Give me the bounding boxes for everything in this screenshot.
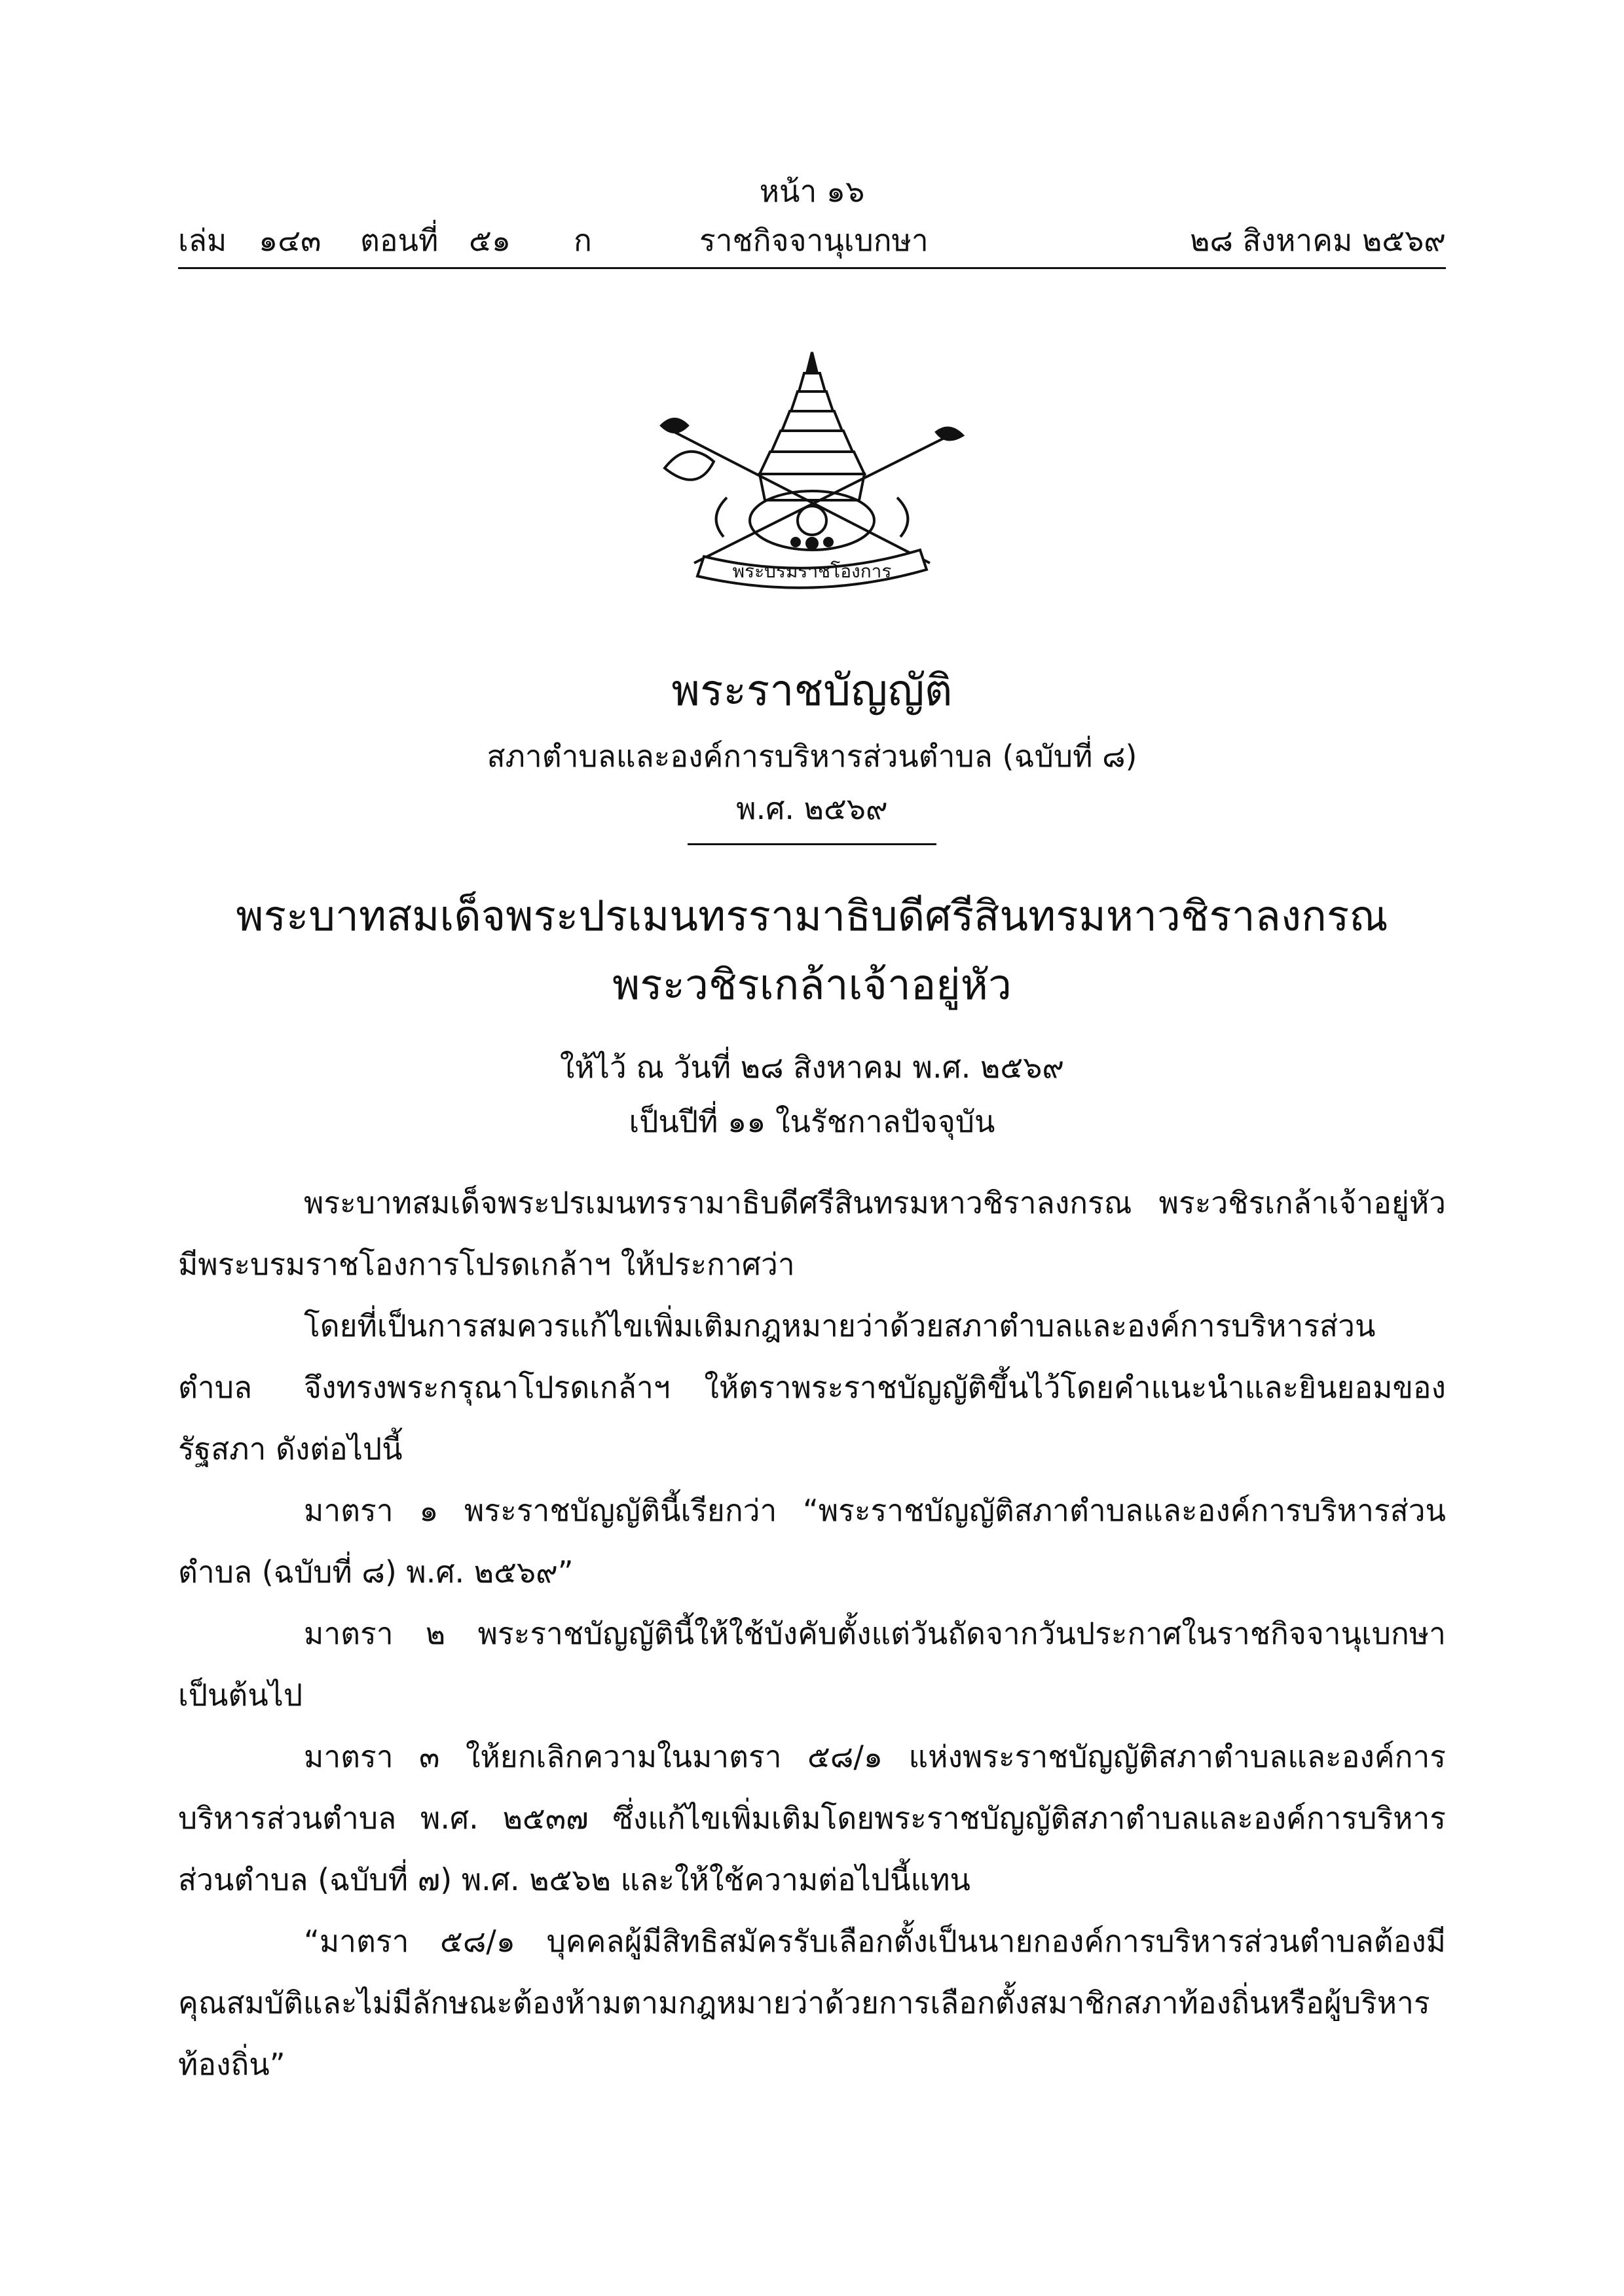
volume-label: เล่ม: [178, 223, 227, 258]
issue-label: ตอนที่: [360, 223, 439, 258]
king-name-line2: พระวชิรเกล้าเจ้าอยู่หัว: [612, 961, 1012, 1010]
page-number: หน้า ๑๖: [759, 173, 865, 209]
section-2-paragraph: มาตรา ๒ พระราชบัญญัตินี้ให้ใช้บังคับตั้งแต่วันถัดจากวันประกาศในราชกิจจานุเบกษาเป็นต้นไป: [178, 1616, 1446, 1713]
volume-number: ๑๔๓: [259, 223, 322, 258]
title-rule: [688, 843, 936, 845]
act-title: พระราชบัญญัติ: [671, 665, 953, 716]
section-1-paragraph: มาตรา ๑ พระราชบัญญัตินี้เรียกว่า “พระราชบัญญัติสภาตำบลและองค์การบริหารส่วนตำบล (ฉบับที่ ๘) พ.ศ. ๒๕๖๙”: [178, 1493, 1446, 1590]
section-58-1-paragraph: “มาตรา ๕๘/๑ บุคคลผู้มีสิทธิสมัครรับเลือกตั้งเป็นนายกองค์การบริหารส่วนตำบลต้องมีคุณสมบัติและไม่มีลักษณะต้องห้ามตามกฎหมายว่าด้วยการเลือกตั้งสมาชิกสภาท้องถิ่นหรือผู้บริหารท้องถิ่น”: [178, 1923, 1446, 2082]
gazette-name: ราชกิจจานุเบกษา: [699, 223, 929, 258]
given-date: ให้ไว้ ณ วันที่ ๒๘ สิงหาคม พ.ศ. ๒๕๖๙: [559, 1049, 1065, 1085]
reason-paragraph: โดยที่เป็นการสมควรแก้ไขเพิ่มเติมกฎหมายว่าด้วยสภาตำบลและองค์การบริหารส่วนตำบล: [178, 1308, 1376, 1405]
reign-year: เป็นปีที่ ๑๑ ในรัชกาลปัจจุบัน: [629, 1104, 995, 1139]
enactment-paragraph: จึงทรงพระกรุณาโปรดเกล้าฯ ให้ตราพระราชบัญญัติขึ้นไว้โดยคำแนะนำและยินยอมของรัฐสภา ดังต่อไปนี้: [178, 1370, 1446, 1467]
act-subtitle: สภาตำบลและองค์การบริหารส่วนตำบล (ฉบับที่ ๘): [487, 738, 1137, 774]
preamble-paragraph: พระบาทสมเด็จพระปรเมนทรรามาธิบดีศรีสินทรมหาวชิราลงกรณ พระวชิรเกล้าเจ้าอยู่หัว มีพระบรมราชโองการโปรดเกล้าฯ ให้ประกาศว่า: [178, 1185, 1446, 1282]
gazette-date: ๒๘ สิงหาคม ๒๕๖๙: [1190, 223, 1446, 258]
king-name-line1: พระบาทสมเด็จพระปรเมนทรรามาธิบดีศรีสินทรมหาวชิราลงกรณ: [236, 892, 1388, 941]
section-letter: ก: [574, 223, 592, 258]
emblem-ribbon-text: พระบรมราชโองการ: [732, 560, 892, 582]
act-year: พ.ศ. ๒๕๖๙: [736, 791, 888, 826]
section-3-paragraph: มาตรา ๓ ให้ยกเลิกความในมาตรา ๕๘/๑ แห่งพระราชบัญญัติสภาตำบลและองค์การบริหารส่วนตำบล พ.ศ. ๒๕๓๗ ซึ่งแก้ไขเพิ่มเติมโดยพระราชบัญญัติสภาตำบลและองค์การบริหารส่วนตำบล (ฉบับที่ ๗) พ.ศ. ๒๕๖๒ และให้ใช้ความต่อไปนี้แทน: [178, 1739, 1446, 1897]
royal-seal-emblem-icon: [648, 347, 976, 589]
issue-number: ๕๑: [469, 223, 511, 258]
header-rule: [178, 267, 1446, 269]
